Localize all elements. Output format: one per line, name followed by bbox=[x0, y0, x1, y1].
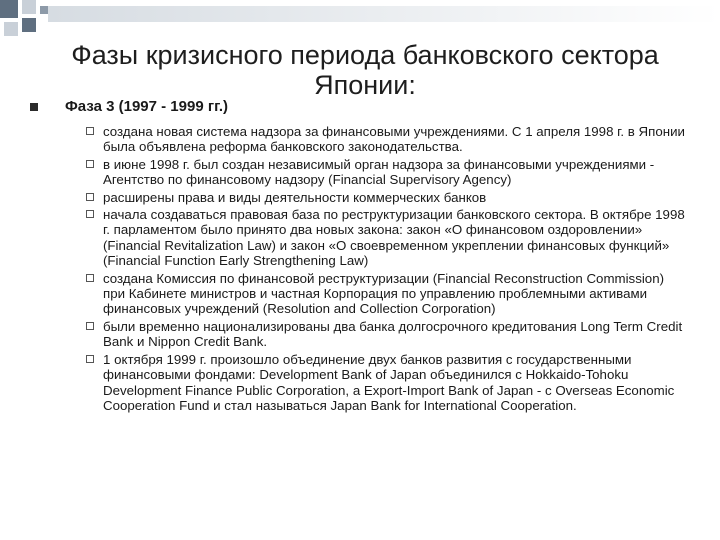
list-item-text: были временно национализированы два банка долгосрочного кредитования Long Term Credit Bank и Nippon Credit Bank. bbox=[103, 318, 683, 350]
phase-label: Фаза 3 (1997 - 1999 гг.) bbox=[65, 98, 228, 115]
list-item bbox=[86, 352, 686, 414]
hollow-square-bullet-icon bbox=[86, 127, 94, 135]
list-item bbox=[86, 271, 686, 317]
list-item-text: 1 октября 1999 г. произошло объединение двух банков развития с государственными финансовыми фондами: Development Bank of Japan объединился с Hokkaido-Tohoku Development Finance Public Corporation, а Export-Import Bank of Japan - с Overseas Economic Cooperation Fund и стал называться Japan Bank for International Cooperation. bbox=[103, 351, 675, 413]
list-item bbox=[86, 190, 686, 205]
hollow-square-bullet-icon bbox=[86, 210, 94, 218]
list-item-text: создана Комиссия по финансовой реструктуризации (Financial Reconstruction Commission) при Кабинете министров и частная Корпорация по управлению проблемными активами финансовых учреждений (Resolution and Collection Corporation) bbox=[103, 270, 665, 317]
slide-title: Фазы кризисного периода банковского сектора Японии: bbox=[71, 40, 659, 100]
hollow-square-bullet-icon bbox=[86, 355, 94, 363]
list-item bbox=[86, 207, 686, 269]
hollow-square-bullet-icon bbox=[86, 193, 94, 201]
hollow-square-bullet-icon bbox=[86, 274, 94, 282]
phase-heading bbox=[30, 98, 228, 115]
list-item bbox=[86, 157, 686, 188]
hollow-square-bullet-icon bbox=[86, 322, 94, 330]
filled-square-bullet-icon bbox=[30, 103, 38, 111]
list-item-text: расширены права и виды деятельности коммерческих банков bbox=[103, 189, 487, 205]
phase-details-list bbox=[86, 124, 686, 415]
list-item-text: создана новая система надзора за финансовыми учреждениями. С 1 апреля 1998 г. в Японии была объявлена реформа банковского законодательства. bbox=[103, 124, 685, 155]
list-item bbox=[86, 319, 686, 350]
list-item-text: начала создаваться правовая база по реструктуризации банковского сектора. В октябре 1998 г. парламентом было принято два новых закона: закон «О финансовом оздоровлении» (Financial Revitalization Law) и закон «О своевременном укреплении финансовых функций» (Financial Function Early Strengthening Law) bbox=[103, 207, 685, 269]
list-item bbox=[86, 124, 686, 155]
list-item-text: в июне 1998 г. был создан независимый орган надзора за финансовыми учреждениями - Агентство по финансовому надзору (Financial Supervisory Agency) bbox=[103, 156, 655, 188]
hollow-square-bullet-icon bbox=[86, 160, 94, 168]
